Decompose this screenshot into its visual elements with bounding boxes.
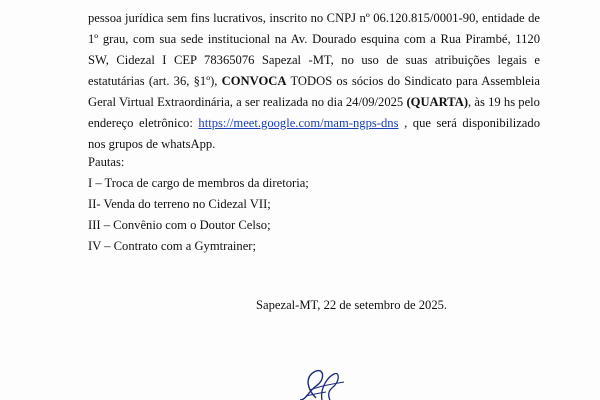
convocation-text-4: , que será disponibilizado nos grupos de whatsApp. (88, 115, 540, 151)
weekday-bold: (QUARTA) (406, 94, 469, 109)
meeting-link[interactable]: https://meet.google.com/mam-ngps-dns (198, 115, 399, 130)
convocation-text-1: pessoa jurídica sem fins lucrativos, inscrito no CNPJ nº 06.120.815/0001-90, entidade de 1º grau, com sua sede institucional na Av. Dourado esquina com a Rua Pirambé, 1120 SW, Cidezal I CEP 78365076 Sapezal -MT, no uso de suas atribuições legais e estatutárias (art. 36, §1º), (88, 10, 540, 88)
convocation-text-2: TODOS os sócios do Sindicato para Assembleia Geral Virtual Extraordinária, a ser realizada no dia 24/09/2025 (88, 73, 540, 109)
pauta-item: I – Troca de cargo de membros da diretoria; (88, 176, 309, 190)
handwritten-signature (286, 360, 396, 400)
pauta-item: III – Convênio com o Doutor Celso; (88, 218, 271, 232)
convocation-paragraph (88, 8, 540, 155)
pauta-item: II- Venda do terreno no Cidezal VII; (88, 197, 271, 211)
convocation-text-3: , às 19 hs pelo endereço eletrônico: (88, 94, 540, 130)
pautas-title: Pautas: (88, 155, 125, 169)
pauta-item: IV – Contrato com a Gymtrainer; (88, 239, 256, 253)
convoca-bold: CONVOCA (221, 73, 287, 88)
place-date: Sapezal-MT, 22 de setembro de 2025. (256, 298, 448, 312)
